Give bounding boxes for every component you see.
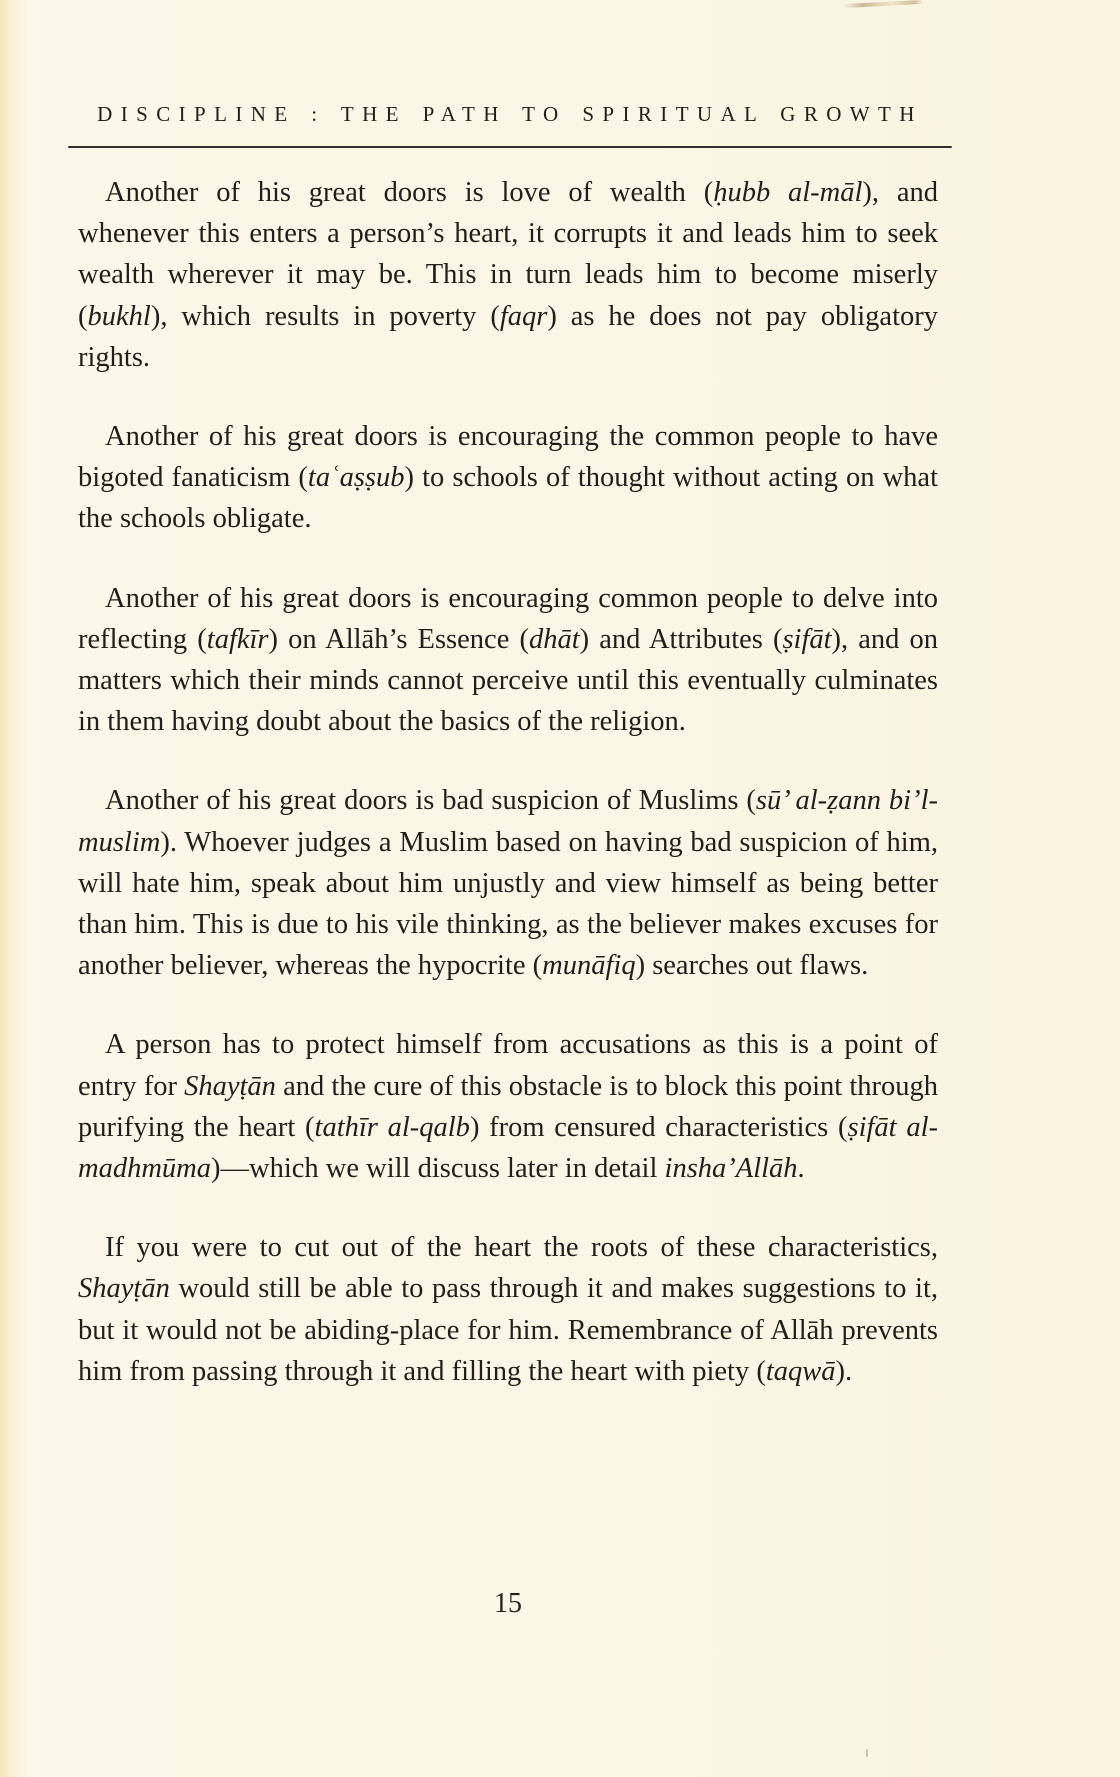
body-text-run: ) as he does not pay obligatory rights. bbox=[78, 300, 938, 373]
body-text-run: ) to schools of thought without acting on what the schools obligate. bbox=[78, 462, 938, 535]
body-text-run: ) from censured characteristics ( bbox=[469, 1111, 848, 1143]
body-text-run: ). bbox=[835, 1355, 853, 1387]
transliteration-term: faqr bbox=[499, 300, 548, 332]
paragraph bbox=[78, 578, 938, 743]
body-text-run: ) and Attributes ( bbox=[579, 623, 783, 655]
paragraph bbox=[78, 780, 938, 986]
transliteration-term: insha’Allāh bbox=[664, 1153, 798, 1185]
paragraph bbox=[78, 416, 938, 540]
scan-speck bbox=[866, 1749, 868, 1757]
paragraph bbox=[78, 1227, 938, 1392]
transliteration-term: ṣifāt bbox=[782, 623, 832, 655]
body-text-run: ) on Allāh’s Essence ( bbox=[268, 623, 529, 655]
pencil-mark bbox=[843, 0, 923, 8]
body-text bbox=[78, 172, 938, 1430]
body-text-run: Another of his great doors is encouraging common people to delve into reflecting ( bbox=[78, 582, 938, 655]
transliteration-term: bukhl bbox=[87, 300, 151, 332]
transliteration-term: Shayṭān bbox=[78, 1273, 170, 1305]
body-text-run: A person has to protect himself from accusations as this is a point of entry for bbox=[78, 1029, 938, 1102]
paragraph bbox=[78, 1024, 938, 1189]
body-text-run: ), and whenever this enters a person’s heart, it corrupts it and leads him to seek wealth wherever it may be. This in turn leads him to become miserly ( bbox=[78, 177, 938, 332]
transliteration-term: tathīr al-qalb bbox=[314, 1111, 470, 1143]
paragraph bbox=[78, 172, 938, 378]
transliteration-term: munāfiq bbox=[542, 950, 636, 982]
body-text-run: If you were to cut out of the heart the roots of these characteristics, bbox=[105, 1232, 938, 1264]
body-text-run: Another of his great doors is love of wealth ( bbox=[105, 177, 714, 208]
body-text-run: Another of his great doors is encouraging the common people to have bigoted fanaticism ( bbox=[78, 421, 938, 494]
body-text-run: Another of his great doors is bad suspicion of Muslims ( bbox=[105, 785, 756, 817]
body-text-run: ). Whoever judges a Muslim based on having bad suspicion of him, will hate him, speak about him unjustly and view himself as being better than him. This is due to his vile thinking, as the believer makes excuses for another believer, whereas the hypocrite ( bbox=[78, 826, 938, 982]
transliteration-term: ḥubb al-māl bbox=[713, 177, 863, 208]
body-text-run: ), which results in poverty ( bbox=[150, 300, 500, 332]
transliteration-term: Shayṭān bbox=[184, 1070, 276, 1102]
running-header: DISCIPLINE : THE PATH TO SPIRITUAL GROWTH bbox=[97, 102, 923, 126]
body-text-run: ) searches out flaws. bbox=[635, 950, 869, 982]
transliteration-term: taʿaṣṣub bbox=[307, 462, 405, 494]
page-number: 15 bbox=[494, 1588, 522, 1619]
body-text-run: ), and on matters which their minds cannot perceive until this eventually culminates in them having doubt about the basics of the religion. bbox=[78, 623, 938, 738]
body-text-run: would still be able to pass through it and makes suggestions to it, but it would not be abiding-place for him. Remembrance of Allāh prevents him from passing through it and filling the heart with piety ( bbox=[78, 1273, 938, 1387]
transliteration-term: ṣifāt al-madhmūma bbox=[78, 1111, 938, 1185]
body-text-run: and the cure of this obstacle is to block this point through purifying the heart ( bbox=[78, 1070, 938, 1143]
transliteration-term: dhāt bbox=[528, 623, 580, 655]
transliteration-term: sū’ al-ẓann bi’l-muslim bbox=[78, 785, 938, 858]
transliteration-term: taqwā bbox=[765, 1355, 836, 1387]
transliteration-term: tafkīr bbox=[206, 623, 269, 655]
body-text-run: . bbox=[797, 1153, 805, 1185]
body-text-run: )—which we will discuss later in detail bbox=[211, 1153, 665, 1185]
header-rule bbox=[68, 146, 952, 148]
